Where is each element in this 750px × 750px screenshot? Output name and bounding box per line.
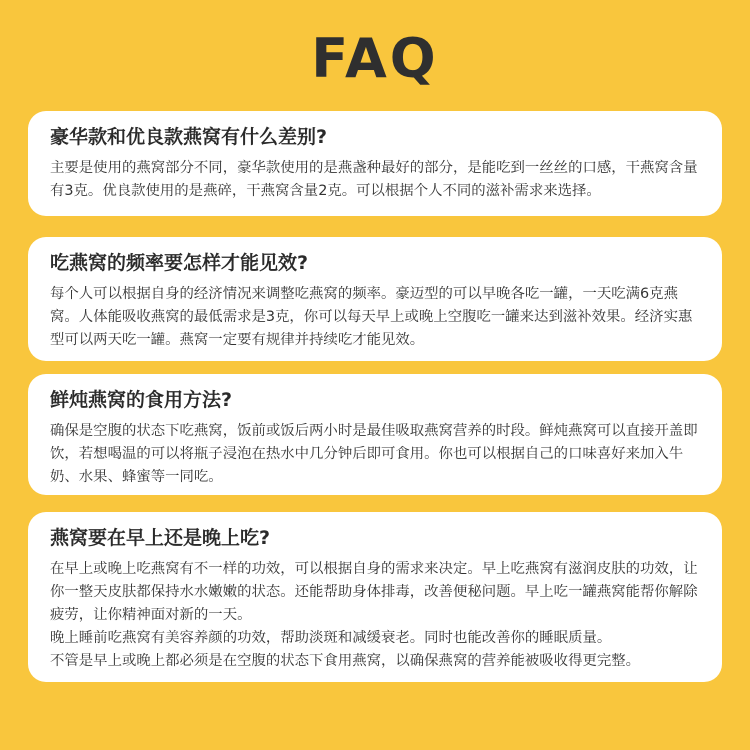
faq-answer-paragraph: 每个人可以根据自身的经济情况来调整吃燕窝的频率。豪迈型的可以早晚各吃一罐，一天吃满6克燕窝。人体能吸收燕窝的最低需求是3克，你可以每天早上或晚上空腹吃一罐来达到滋补效果。经济实惠型可以两天吃一罐。燕窝一定要有规律并持续吃才能见效。: [50, 286, 693, 348]
faq-answer-paragraph: 确保是空腹的状态下吃燕窝，饭前或饭后两小时是最佳吸取燕窝营养的时段。鲜炖燕窝可以直接开盖即饮，若想喝温的可以将瓶子浸泡在热水中几分钟后即可食用。你也可以根据自己的口味喜好来加入牛奶、水果、蜂蜜等一同吃。: [50, 423, 698, 485]
faq-question: 吃燕窝的频率要怎样才能见效?: [50, 252, 309, 274]
faq-answer: [50, 283, 700, 352]
faq-answer-paragraph: 在早上或晚上吃燕窝有不一样的功效，可以根据自身的需求来决定。早上吃燕窝有滋润皮肤的功效，让你一整天皮肤都保持水水嫩嫩的状态。还能帮助身体排毒，改善便秘问题。早上吃一罐燕窝能帮你解除疲劳，让你精神面对新的一天。: [50, 561, 698, 623]
faq-question: 鲜炖燕窝的食用方法?: [50, 389, 233, 411]
faq-answer: [50, 420, 700, 489]
faq-card: [28, 111, 722, 216]
faq-card: [28, 512, 722, 682]
faq-answer: [50, 157, 700, 203]
faq-answer-paragraph: 主要是使用的燕窝部分不同，豪华款使用的是燕盏种最好的部分，是能吃到一丝丝的口感，干燕窝含量有3克。优良款使用的是燕碎，干燕窝含量2克。可以根据个人不同的滋补需求来选择。: [50, 160, 698, 199]
faq-card: [28, 237, 722, 361]
faq-answer: [50, 558, 700, 673]
page-title: FAQ: [311, 27, 439, 90]
faq-answer-paragraph: 不管是早上或晚上都必须是在空腹的状态下食用燕窝，以确保燕窝的营养能被吸收得更完整。: [50, 653, 641, 669]
faq-question: 豪华款和优良款燕窝有什么差别?: [50, 126, 328, 148]
faq-question: 燕窝要在早上还是晚上吃?: [50, 527, 271, 549]
faq-answer-paragraph: 晚上睡前吃燕窝有美容养颜的功效，帮助淡斑和减缓衰老。同时也能改善你的睡眠质量。: [50, 630, 612, 646]
faq-card: [28, 374, 722, 495]
